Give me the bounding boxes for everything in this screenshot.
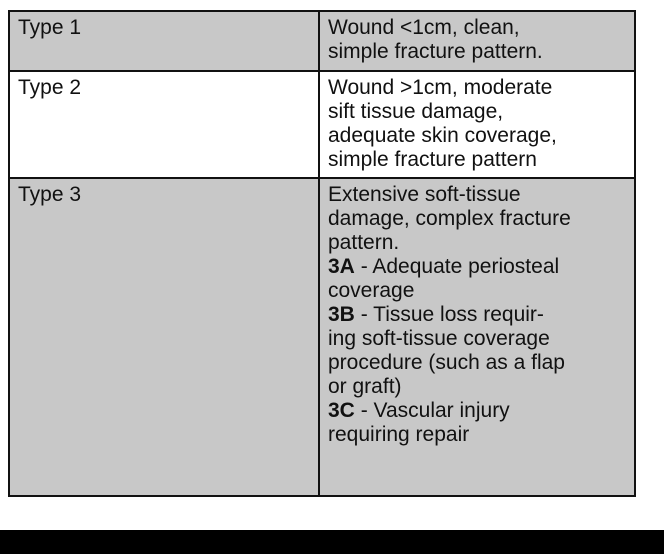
- type-cell: Type 2: [9, 71, 319, 178]
- subtype-3a-line: coverage: [328, 279, 415, 302]
- subtype-3a-code: 3A: [328, 255, 355, 278]
- description-cell: [319, 71, 635, 178]
- table-row: [9, 11, 635, 71]
- description-line: adequate skin coverage,: [328, 124, 557, 147]
- description-cell: [319, 11, 635, 71]
- subtype-3c-line: requiring repair: [328, 423, 470, 446]
- description-line: Extensive soft-tissue: [328, 183, 521, 206]
- description-line: Wound >1cm, moderate: [328, 76, 553, 99]
- table-row: [9, 178, 635, 496]
- subtype-3a-text: - Adequate periosteal: [354, 255, 560, 278]
- description-cell: [319, 178, 635, 496]
- subtype-3b-text: - Tissue loss requir-: [354, 303, 544, 326]
- description-line: Wound <1cm, clean,: [328, 16, 520, 39]
- subtype-3b-line: or graft): [328, 375, 402, 398]
- subtype-3b-code: 3B: [328, 303, 355, 326]
- subtype-3c-line: [328, 399, 628, 423]
- type-cell: Type 3: [9, 178, 319, 496]
- fracture-classification-table: [8, 10, 636, 497]
- subtype-3c-code: 3C: [328, 399, 355, 422]
- subtype-3a-line: [328, 255, 628, 279]
- subtype-3b-line: ing soft-tissue coverage: [328, 327, 550, 350]
- subtype-3c-text: - Vascular injury: [354, 399, 510, 422]
- subtype-3b-line: procedure (such as a flap: [328, 351, 565, 374]
- subtype-3b-line: [328, 303, 628, 327]
- description-line: damage, complex fracture: [328, 207, 571, 230]
- table-row: [9, 71, 635, 178]
- description-line: sift tissue damage,: [328, 100, 504, 123]
- description-line: simple fracture pattern: [328, 148, 537, 171]
- description-line: simple fracture pattern.: [328, 40, 543, 63]
- description-line: pattern.: [328, 231, 400, 254]
- type-cell: Type 1: [9, 11, 319, 71]
